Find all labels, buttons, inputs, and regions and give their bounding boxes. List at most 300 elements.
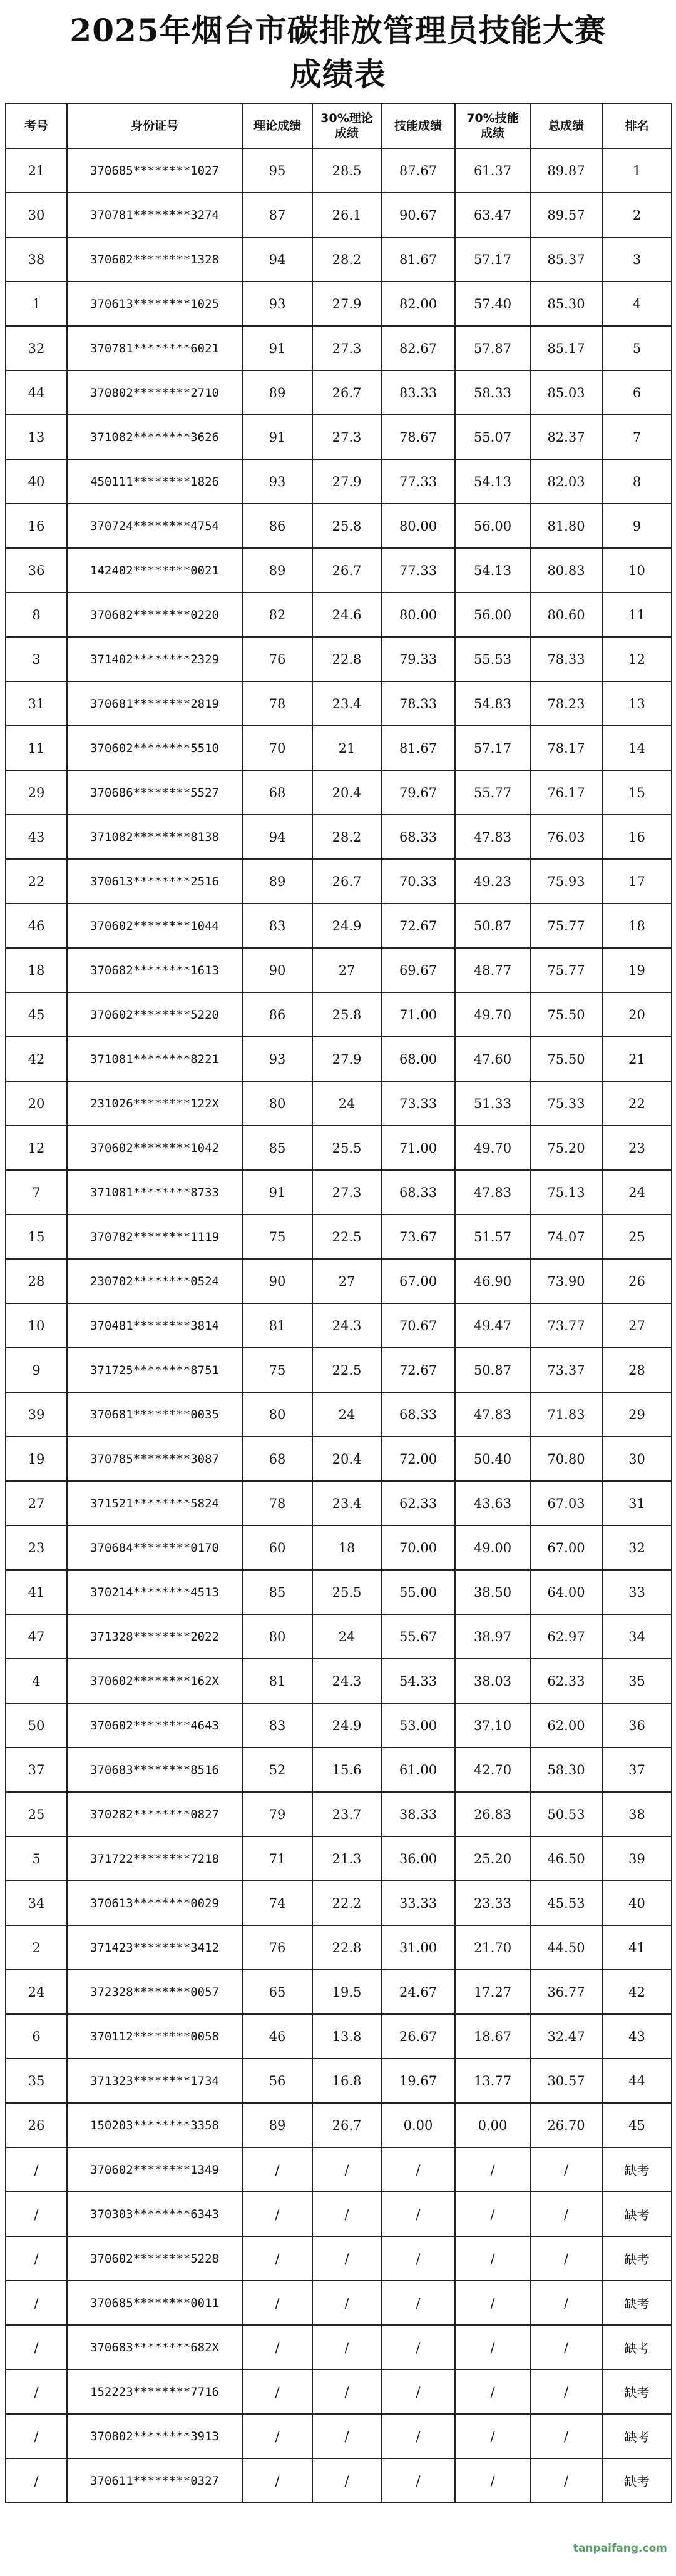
cell-rank: 22: [602, 1081, 672, 1126]
cell-exam-no: 2: [6, 1925, 67, 1970]
cell-total-score: 75.93: [530, 859, 602, 904]
cell-id-number: 370611********0327: [67, 2458, 242, 2503]
cell-id-number: 370602********5510: [67, 726, 242, 770]
cell-theory-30pct: /: [312, 2281, 381, 2325]
cell-exam-no: 7: [6, 1170, 67, 1214]
cell-id-number: 370686********5527: [67, 770, 242, 815]
header-label: 成绩: [334, 126, 359, 140]
cell-skill-score: /: [381, 2414, 455, 2458]
cell-exam-no: /: [6, 2192, 67, 2236]
cell-theory-score: 82: [242, 593, 312, 637]
cell-skill-score: /: [381, 2236, 455, 2281]
header-label: 总成绩: [548, 119, 584, 133]
cell-theory-30pct: 27: [312, 1259, 381, 1303]
cell-theory-30pct: 22.5: [312, 1348, 381, 1392]
table-row: [6, 1303, 672, 1348]
header-label: 理论成绩: [253, 119, 301, 133]
cell-theory-30pct: /: [312, 2458, 381, 2503]
cell-theory-30pct: 22.2: [312, 1881, 381, 1925]
cell-skill-70pct: 57.17: [455, 237, 530, 282]
header-label: 成绩: [480, 126, 504, 140]
cell-skill-70pct: 49.70: [455, 992, 530, 1037]
cell-exam-no: 5: [6, 1836, 67, 1881]
cell-theory-30pct: 28.2: [312, 237, 381, 282]
table-row: [6, 815, 672, 859]
cell-exam-no: 6: [6, 2014, 67, 2059]
cell-theory-score: 89: [242, 370, 312, 415]
cell-theory-30pct: 23.4: [312, 1481, 381, 1525]
cell-theory-score: 94: [242, 815, 312, 859]
cell-exam-no: 43: [6, 815, 67, 859]
cell-total-score: 85.17: [530, 326, 602, 370]
cell-skill-score: 70.33: [381, 859, 455, 904]
cell-theory-score: /: [242, 2192, 312, 2236]
cell-total-score: 67.00: [530, 1525, 602, 1570]
cell-theory-30pct: 15.6: [312, 1748, 381, 1792]
cell-id-number: 370681********2819: [67, 681, 242, 726]
cell-exam-no: /: [6, 2370, 67, 2414]
cell-total-score: 78.17: [530, 726, 602, 770]
cell-total-score: 74.07: [530, 1214, 602, 1259]
cell-skill-70pct: 18.67: [455, 2014, 530, 2059]
cell-total-score: /: [530, 2458, 602, 2503]
cell-skill-score: 71.00: [381, 992, 455, 1037]
header-skill-score: [381, 103, 455, 148]
cell-exam-no: 15: [6, 1214, 67, 1259]
cell-exam-no: 39: [6, 1392, 67, 1437]
table-row: [6, 2281, 672, 2325]
cell-theory-30pct: /: [312, 2192, 381, 2236]
cell-id-number: 370602********1349: [67, 2147, 242, 2192]
cell-exam-no: 23: [6, 1525, 67, 1570]
cell-theory-score: 70: [242, 726, 312, 770]
table-row: [6, 2059, 672, 2103]
cell-rank: 38: [602, 1792, 672, 1836]
cell-skill-score: 61.00: [381, 1748, 455, 1792]
cell-id-number: 370802********2710: [67, 370, 242, 415]
cell-rank: 8: [602, 459, 672, 504]
cell-id-number: 370602********5220: [67, 992, 242, 1037]
cell-theory-score: 80: [242, 1081, 312, 1126]
cell-theory-score: 91: [242, 1170, 312, 1214]
cell-theory-30pct: 25.5: [312, 1570, 381, 1614]
cell-skill-70pct: 55.53: [455, 637, 530, 681]
table-row: [6, 1970, 672, 2014]
cell-exam-no: 12: [6, 1126, 67, 1170]
table-row: [6, 2147, 672, 2192]
cell-skill-70pct: 50.87: [455, 904, 530, 948]
cell-rank: 31: [602, 1481, 672, 1525]
cell-rank: 44: [602, 2059, 672, 2103]
cell-id-number: 371725********8751: [67, 1348, 242, 1392]
cell-id-number: 142402********0021: [67, 548, 242, 593]
table-row: [6, 1037, 672, 1081]
table-row: [6, 1126, 672, 1170]
cell-id-number: 370112********0058: [67, 2014, 242, 2059]
cell-theory-score: 79: [242, 1792, 312, 1836]
header-skill-70pct: [455, 103, 530, 148]
cell-skill-score: 19.67: [381, 2059, 455, 2103]
cell-id-number: 370785********3087: [67, 1437, 242, 1481]
cell-skill-score: 33.33: [381, 1881, 455, 1925]
cell-total-score: 64.00: [530, 1570, 602, 1614]
table-row: [6, 1748, 672, 1792]
header-label: 30%理论: [320, 111, 373, 125]
cell-theory-30pct: 24: [312, 1392, 381, 1437]
cell-total-score: /: [530, 2325, 602, 2370]
cell-skill-score: 81.67: [381, 726, 455, 770]
cell-theory-30pct: 23.7: [312, 1792, 381, 1836]
cell-rank: 缺考: [602, 2414, 672, 2458]
cell-skill-70pct: 61.37: [455, 148, 530, 193]
cell-skill-score: 36.00: [381, 1836, 455, 1881]
cell-id-number: 370602********1042: [67, 1126, 242, 1170]
cell-exam-no: 10: [6, 1303, 67, 1348]
table-row: [6, 904, 672, 948]
cell-skill-score: 87.67: [381, 148, 455, 193]
cell-total-score: 75.13: [530, 1170, 602, 1214]
cell-total-score: 80.60: [530, 593, 602, 637]
cell-skill-score: 24.67: [381, 1970, 455, 2014]
cell-rank: 27: [602, 1303, 672, 1348]
table-row: [6, 2014, 672, 2059]
cell-theory-score: 68: [242, 1437, 312, 1481]
cell-exam-no: 45: [6, 992, 67, 1037]
cell-rank: 12: [602, 637, 672, 681]
cell-skill-70pct: 51.33: [455, 1081, 530, 1126]
cell-exam-no: 1: [6, 282, 67, 326]
cell-id-number: 370685********1027: [67, 148, 242, 193]
cell-id-number: 370602********4643: [67, 1703, 242, 1748]
cell-id-number: 152223********7716: [67, 2370, 242, 2414]
cell-exam-no: 32: [6, 326, 67, 370]
cell-skill-70pct: /: [455, 2414, 530, 2458]
cell-total-score: 89.57: [530, 193, 602, 237]
cell-rank: 3: [602, 237, 672, 282]
header-rank: [602, 103, 672, 148]
cell-theory-score: 85: [242, 1570, 312, 1614]
cell-rank: 13: [602, 681, 672, 726]
cell-total-score: 46.50: [530, 1836, 602, 1881]
cell-exam-no: 30: [6, 193, 67, 237]
table-row: [6, 1081, 672, 1126]
cell-skill-score: 77.33: [381, 459, 455, 504]
cell-skill-score: 53.00: [381, 1703, 455, 1748]
cell-exam-no: 26: [6, 2103, 67, 2147]
table-row: [6, 148, 672, 193]
header-label: 70%技能: [466, 111, 519, 125]
cell-skill-70pct: 49.00: [455, 1525, 530, 1570]
cell-exam-no: 41: [6, 1570, 67, 1614]
cell-theory-30pct: 24.3: [312, 1303, 381, 1348]
cell-skill-70pct: 25.20: [455, 1836, 530, 1881]
cell-total-score: 70.80: [530, 1437, 602, 1481]
watermark-logo: tanpaifang.com: [573, 2542, 667, 2555]
cell-skill-70pct: 43.63: [455, 1481, 530, 1525]
cell-exam-no: 4: [6, 1659, 67, 1703]
cell-rank: 10: [602, 548, 672, 593]
cell-rank: 28: [602, 1348, 672, 1392]
cell-theory-score: 81: [242, 1303, 312, 1348]
cell-skill-score: 55.00: [381, 1570, 455, 1614]
cell-exam-no: 21: [6, 148, 67, 193]
cell-id-number: 370602********1328: [67, 237, 242, 282]
cell-id-number: 371328********2022: [67, 1614, 242, 1659]
cell-total-score: 78.33: [530, 637, 602, 681]
cell-total-score: 75.50: [530, 992, 602, 1037]
cell-total-score: 26.70: [530, 2103, 602, 2147]
cell-theory-score: 52: [242, 1748, 312, 1792]
cell-theory-30pct: 18: [312, 1525, 381, 1570]
cell-rank: 缺考: [602, 2147, 672, 2192]
cell-theory-30pct: 16.8: [312, 2059, 381, 2103]
cell-id-number: 370481********3814: [67, 1303, 242, 1348]
cell-rank: 33: [602, 1570, 672, 1614]
table-row: [6, 1437, 672, 1481]
table-row: [6, 370, 672, 415]
cell-total-score: 75.20: [530, 1126, 602, 1170]
cell-theory-score: 87: [242, 193, 312, 237]
cell-exam-no: 25: [6, 1792, 67, 1836]
cell-total-score: /: [530, 2370, 602, 2414]
cell-exam-no: /: [6, 2281, 67, 2325]
table-row: [6, 415, 672, 459]
cell-total-score: 62.00: [530, 1703, 602, 1748]
cell-id-number: 371722********7218: [67, 1836, 242, 1881]
table-row: [6, 193, 672, 237]
table-row: [6, 1259, 672, 1303]
cell-skill-70pct: 47.83: [455, 1170, 530, 1214]
cell-skill-70pct: 38.97: [455, 1614, 530, 1659]
cell-theory-score: 91: [242, 415, 312, 459]
cell-exam-no: 29: [6, 770, 67, 815]
header-total-score: [530, 103, 602, 148]
cell-rank: 25: [602, 1214, 672, 1259]
cell-rank: 41: [602, 1925, 672, 1970]
cell-total-score: 50.53: [530, 1792, 602, 1836]
cell-theory-score: /: [242, 2414, 312, 2458]
cell-total-score: 78.23: [530, 681, 602, 726]
cell-theory-score: 94: [242, 237, 312, 282]
cell-skill-score: 79.67: [381, 770, 455, 815]
cell-total-score: 85.37: [530, 237, 602, 282]
cell-total-score: 58.30: [530, 1748, 602, 1792]
cell-skill-score: /: [381, 2458, 455, 2503]
cell-exam-no: 19: [6, 1437, 67, 1481]
cell-rank: 30: [602, 1437, 672, 1481]
cell-theory-30pct: 26.7: [312, 548, 381, 593]
cell-id-number: 150203********3358: [67, 2103, 242, 2147]
cell-id-number: 370602********1044: [67, 904, 242, 948]
cell-theory-30pct: /: [312, 2414, 381, 2458]
table-header-row: [6, 103, 672, 148]
cell-theory-30pct: 27.3: [312, 415, 381, 459]
cell-id-number: 371082********3626: [67, 415, 242, 459]
cell-theory-30pct: /: [312, 2325, 381, 2370]
cell-exam-no: 16: [6, 504, 67, 548]
cell-exam-no: 50: [6, 1703, 67, 1748]
cell-theory-score: 91: [242, 326, 312, 370]
cell-exam-no: 27: [6, 1481, 67, 1525]
table-row: [6, 326, 672, 370]
cell-id-number: 370781********6021: [67, 326, 242, 370]
cell-theory-score: 78: [242, 681, 312, 726]
cell-total-score: 62.97: [530, 1614, 602, 1659]
cell-skill-score: 82.67: [381, 326, 455, 370]
cell-exam-no: 34: [6, 1881, 67, 1925]
cell-theory-score: 78: [242, 1481, 312, 1525]
cell-total-score: /: [530, 2192, 602, 2236]
cell-total-score: 75.77: [530, 904, 602, 948]
table-row: [6, 2370, 672, 2414]
cell-theory-30pct: /: [312, 2147, 381, 2192]
cell-skill-70pct: 54.13: [455, 459, 530, 504]
cell-rank: 9: [602, 504, 672, 548]
cell-theory-score: /: [242, 2147, 312, 2192]
cell-skill-70pct: /: [455, 2147, 530, 2192]
cell-skill-70pct: 63.47: [455, 193, 530, 237]
table-row: [6, 1348, 672, 1392]
cell-id-number: 370602********5228: [67, 2236, 242, 2281]
cell-total-score: 81.80: [530, 504, 602, 548]
table-row: [6, 237, 672, 282]
table-row: [6, 948, 672, 992]
cell-skill-70pct: 49.47: [455, 1303, 530, 1348]
cell-rank: 6: [602, 370, 672, 415]
cell-theory-30pct: 22.8: [312, 637, 381, 681]
cell-rank: 2: [602, 193, 672, 237]
cell-rank: 15: [602, 770, 672, 815]
cell-theory-30pct: 28.2: [312, 815, 381, 859]
cell-skill-score: 80.00: [381, 504, 455, 548]
cell-skill-70pct: 47.60: [455, 1037, 530, 1081]
cell-exam-no: 3: [6, 637, 67, 681]
cell-theory-30pct: /: [312, 2236, 381, 2281]
cell-theory-score: /: [242, 2281, 312, 2325]
cell-rank: 缺考: [602, 2192, 672, 2236]
cell-id-number: 370214********4513: [67, 1570, 242, 1614]
header-label: 技能成绩: [394, 119, 442, 133]
cell-skill-70pct: 51.57: [455, 1214, 530, 1259]
cell-theory-score: 68: [242, 770, 312, 815]
cell-theory-30pct: 24.3: [312, 1659, 381, 1703]
cell-theory-30pct: 20.4: [312, 770, 381, 815]
cell-skill-score: /: [381, 2370, 455, 2414]
cell-total-score: 45.53: [530, 1881, 602, 1925]
cell-id-number: 370684********0170: [67, 1525, 242, 1570]
table-row: [6, 859, 672, 904]
cell-exam-no: 46: [6, 904, 67, 948]
cell-exam-no: 36: [6, 548, 67, 593]
cell-skill-score: 70.67: [381, 1303, 455, 1348]
cell-skill-70pct: 54.13: [455, 548, 530, 593]
cell-skill-score: 78.67: [381, 415, 455, 459]
header-label: 考号: [24, 119, 48, 133]
table-row: [6, 504, 672, 548]
cell-skill-70pct: 56.00: [455, 593, 530, 637]
cell-skill-score: /: [381, 2281, 455, 2325]
cell-rank: 14: [602, 726, 672, 770]
table-row: [6, 1481, 672, 1525]
cell-theory-30pct: 21.3: [312, 1836, 381, 1881]
cell-rank: 37: [602, 1748, 672, 1792]
cell-exam-no: 9: [6, 1348, 67, 1392]
cell-skill-score: 90.67: [381, 193, 455, 237]
cell-skill-70pct: /: [455, 2458, 530, 2503]
cell-skill-score: 68.33: [381, 815, 455, 859]
cell-rank: 7: [602, 415, 672, 459]
cell-exam-no: 22: [6, 859, 67, 904]
header-id-number: [67, 103, 242, 148]
cell-theory-30pct: 23.4: [312, 681, 381, 726]
cell-total-score: 75.33: [530, 1081, 602, 1126]
cell-id-number: 370282********0827: [67, 1792, 242, 1836]
cell-id-number: 370782********1119: [67, 1214, 242, 1259]
table-row: [6, 1925, 672, 1970]
cell-theory-30pct: 24.9: [312, 904, 381, 948]
cell-skill-70pct: 47.83: [455, 1392, 530, 1437]
cell-rank: 缺考: [602, 2458, 672, 2503]
table-row: [6, 2192, 672, 2236]
cell-theory-30pct: 24.9: [312, 1703, 381, 1748]
table-row: [6, 593, 672, 637]
cell-theory-score: 65: [242, 1970, 312, 2014]
cell-rank: 18: [602, 904, 672, 948]
cell-skill-score: 72.67: [381, 904, 455, 948]
cell-id-number: 370682********1613: [67, 948, 242, 992]
cell-skill-70pct: /: [455, 2281, 530, 2325]
cell-id-number: 230702********0524: [67, 1259, 242, 1303]
cell-rank: 缺考: [602, 2370, 672, 2414]
cell-theory-30pct: 24: [312, 1614, 381, 1659]
cell-skill-score: 55.67: [381, 1614, 455, 1659]
cell-skill-70pct: /: [455, 2236, 530, 2281]
cell-total-score: 75.77: [530, 948, 602, 992]
cell-exam-no: 37: [6, 1748, 67, 1792]
cell-exam-no: 35: [6, 2059, 67, 2103]
table-row: [6, 282, 672, 326]
cell-rank: 21: [602, 1037, 672, 1081]
cell-skill-70pct: /: [455, 2370, 530, 2414]
cell-rank: 缺考: [602, 2281, 672, 2325]
cell-id-number: 371081********8221: [67, 1037, 242, 1081]
cell-exam-no: /: [6, 2147, 67, 2192]
cell-theory-score: 89: [242, 2103, 312, 2147]
cell-rank: 45: [602, 2103, 672, 2147]
table-row: [6, 548, 672, 593]
cell-theory-score: 76: [242, 1925, 312, 1970]
cell-rank: 24: [602, 1170, 672, 1214]
cell-exam-no: /: [6, 2414, 67, 2458]
cell-theory-score: 93: [242, 459, 312, 504]
header-label: 排名: [625, 119, 649, 133]
cell-theory-score: 95: [242, 148, 312, 193]
cell-total-score: /: [530, 2281, 602, 2325]
table-row: [6, 1881, 672, 1925]
cell-rank: 16: [602, 815, 672, 859]
cell-total-score: 32.47: [530, 2014, 602, 2059]
cell-exam-no: 8: [6, 593, 67, 637]
cell-total-score: 30.57: [530, 2059, 602, 2103]
table-row: [6, 1570, 672, 1614]
cell-theory-score: 89: [242, 859, 312, 904]
cell-total-score: 75.50: [530, 1037, 602, 1081]
cell-rank: 1: [602, 148, 672, 193]
cell-id-number: 450111********1826: [67, 459, 242, 504]
cell-skill-70pct: 21.70: [455, 1925, 530, 1970]
header-theory-30pct: [312, 103, 381, 148]
table-row: [6, 1659, 672, 1703]
